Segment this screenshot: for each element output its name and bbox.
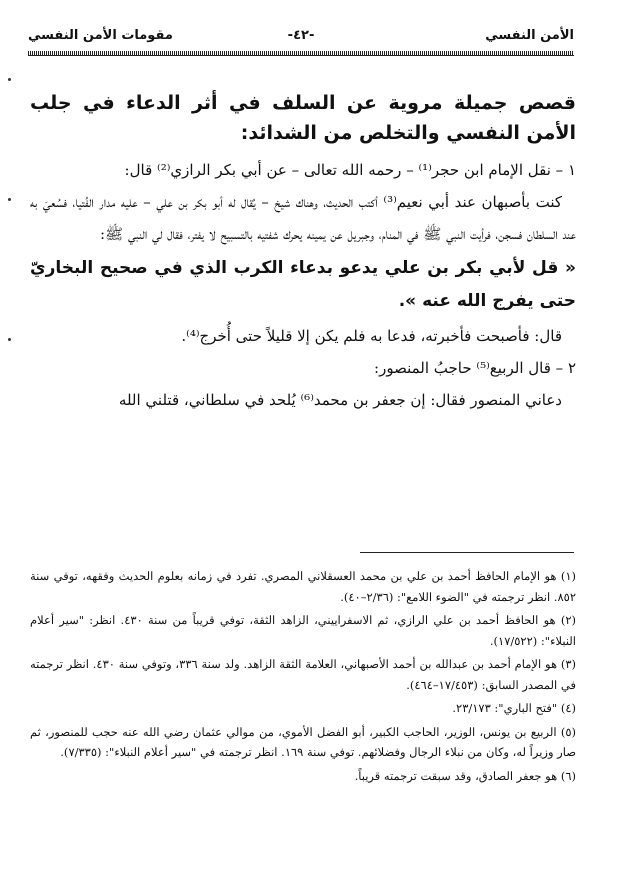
story1-intro: ١ – نقل الإمام ابن حجر⁽¹⁾ – رحمه الله تعالى – عن أبي بكر الرازي⁽²⁾ قال:	[124, 161, 576, 179]
page-number: -٤٢-	[287, 28, 315, 43]
footnote: (٦) هو جعفر الصادق، وقد سبقت ترجمته قريباً.	[354, 768, 576, 783]
header-book-title: الأمن النفسي	[485, 28, 574, 43]
margin-dot	[8, 78, 11, 81]
section-title: قصص جميلة مروية عن السلف في أثر الدعاء في جلب الأمن النفسي والتخلص من الشدائد:	[30, 92, 576, 144]
story2-narrative: دعاني المنصور فقال: إن جعفر بن محمد⁽⁶⁾ يُلحد في سلطاني، قتلني الله	[118, 391, 562, 409]
hadith-quote: « قل لأبي بكر بن علي يدعو بدعاء الكرب الذي في صحيح البخاريّ حتى يفرج الله عنه ».	[30, 258, 576, 311]
margin-dot	[8, 198, 11, 201]
story1-outcome: قال: فأصبحت فأخبرته، فدعا به فلم يكن إلا قليلاً حتى أُخرج⁽⁴⁾.	[181, 327, 562, 345]
footnote: (٢) هو الحافظ أحمد بن علي الرازي، ثم الاسفراييني، الزاهد الثقة، توفي قريباً من سنة ٤٣٠. انظر: "سير أعلام النبلاء": (١٧/٥٢٢).	[30, 613, 576, 648]
footnote-separator	[360, 552, 574, 553]
story2-intro: ٢ – قال الربيع⁽⁵⁾ حاجبُ المنصور:	[374, 359, 576, 377]
story1-narrative: كنت بأصبهان عند أبي نعيم⁽³⁾ أكتب الحديث، وهناك شيخ – يُقال له أبو بكر بن علي – عليه مدار الفُتيا، فسُعيَ به عند السلطان فسجن، فرأيت النبي ﷺ في المنام، وجبريل عن يمينه يحرك شفتيه بالتسبيح لا يفتر، فقال لي النبي ﷺ:	[30, 193, 576, 243]
footnote: (٤) "فتح الباري": ٢٣/١٧٣.	[452, 701, 576, 715]
header-rule	[28, 51, 574, 56]
footnote: (٥) الربيع بن يونس، الوزير، الحاجب الكبير، أبو الفضل الأموي، من موالي عثمان رضي الله عنه حجب للمنصور، ثم صار وزيراً له، وكان من نبلاء الرجال وفضلائهم. توفي سنة ١٦٩. انظر ترجمته في "سير أعلام النبلاء": (٧/٣٣٥).	[30, 724, 576, 759]
footnote: (٣) هو الإمام أحمد بن عبدالله بن أحمد الأصبهاني، العلامة الثقة الزاهد. ولد سنة ٣٣٦، وتوفي سنة ٤٣٠. انظر ترجمته في المصدر السابق: (١٧/٤٥٣–٤٦٤).	[30, 657, 576, 692]
margin-dot	[8, 338, 11, 341]
footnotes	[30, 566, 576, 789]
running-header	[28, 24, 574, 48]
main-text	[30, 88, 576, 416]
header-chapter-title: مقومات الأمن النفسي	[28, 28, 173, 43]
footnote: (١) هو الإمام الحافظ أحمد بن علي بن محمد العسقلاني المصري. تفرد في زمانه بعلوم الحديث وفقهه، توفي سنة ٨٥٢. انظر ترجمته في "الضوء اللامع": (٢/٣٦–٤٠).	[30, 569, 576, 604]
